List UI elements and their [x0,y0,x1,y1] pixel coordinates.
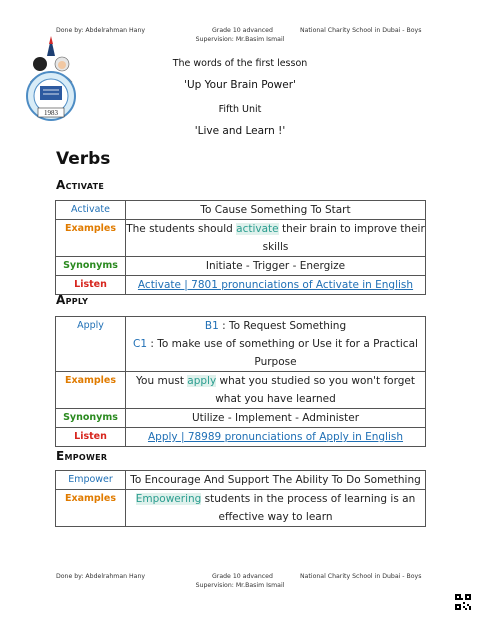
examples-label: Examples [56,372,126,409]
definition-row [56,317,426,372]
highlighted-word: apply [187,375,217,387]
definition-text: To Cause Something To Start [126,201,426,220]
listen-label: Listen [56,428,126,447]
lesson-name: 'Up Your Brain Power' [184,79,296,91]
supervision-label: Supervision: Mr.Basim Ismail [195,36,285,43]
author-credit: Done by: Abdelrahman Hany [56,27,146,34]
level-badge: B1 [204,320,219,332]
school-logo [16,36,86,126]
listen-row [56,276,426,295]
definition-row [56,201,426,220]
synonyms-row [56,409,426,428]
example-text: Empowering students in the process of learning is an effective way to learn [126,490,426,527]
unit-label: Fifth Unit [218,104,262,115]
definition-text: To Encourage And Support The Ability To Do Something [126,471,426,490]
grade-label: Grade 10 advanced [212,573,273,580]
vocab-table-empower [55,470,426,527]
school-name: National Charity School in Dubai - Boys [300,27,422,34]
examples-label: Examples [56,220,126,257]
word-label: Apply [56,317,126,372]
pronunciation-link[interactable]: Activate | 7801 pronunciations of Activate in English [137,279,414,291]
example-text: You must apply what you studied so you won't forget what you have learned [126,372,426,409]
word-heading-activate: Activate [56,178,105,192]
synonyms-row [56,257,426,276]
word-label: Activate [56,201,126,220]
qr-code-icon[interactable] [455,594,471,610]
supervision-label: Supervision: Mr.Basim Ismail [195,582,285,589]
listen-row [56,428,426,447]
page-footer [0,573,480,589]
examples-row [56,220,426,257]
synonyms-text: Utilize - Implement - Administer [126,409,426,428]
definition-text: B1 : To Request Something C1 : To make use of something or Use it for a Practical Purpose [126,317,426,372]
synonyms-label: Synonyms [56,257,126,276]
author-credit: Done by: Abdelrahman Hany [56,573,146,580]
examples-label: Examples [56,490,126,527]
word-heading-empower: Empower [56,449,108,463]
examples-row [56,490,426,527]
logo-year: 1983 [44,109,58,117]
synonyms-text: Initiate - Trigger - Energize [126,257,426,276]
vocab-table-activate [55,200,426,295]
highlighted-word: activate [236,223,279,235]
lesson-title: The words of the first lesson [172,58,308,69]
highlighted-word: Empowering [135,493,202,505]
word-heading-apply: Apply [56,293,89,307]
word-label: Empower [56,471,126,490]
example-text: The students should activate their brain to improve their skills [126,220,426,257]
grade-label: Grade 10 advanced [212,27,273,34]
section-heading: Verbs [56,149,111,169]
unit-name: 'Live and Learn !' [194,125,286,137]
definition-row [56,471,426,490]
listen-label: Listen [56,276,126,295]
examples-row [56,372,426,409]
vocab-table-apply [55,316,426,447]
synonyms-label: Synonyms [56,409,126,428]
school-name: National Charity School in Dubai - Boys [300,573,422,580]
pronunciation-link[interactable]: Apply | 78989 pronunciations of Apply in English [147,431,404,443]
level-badge: C1 [133,338,148,350]
